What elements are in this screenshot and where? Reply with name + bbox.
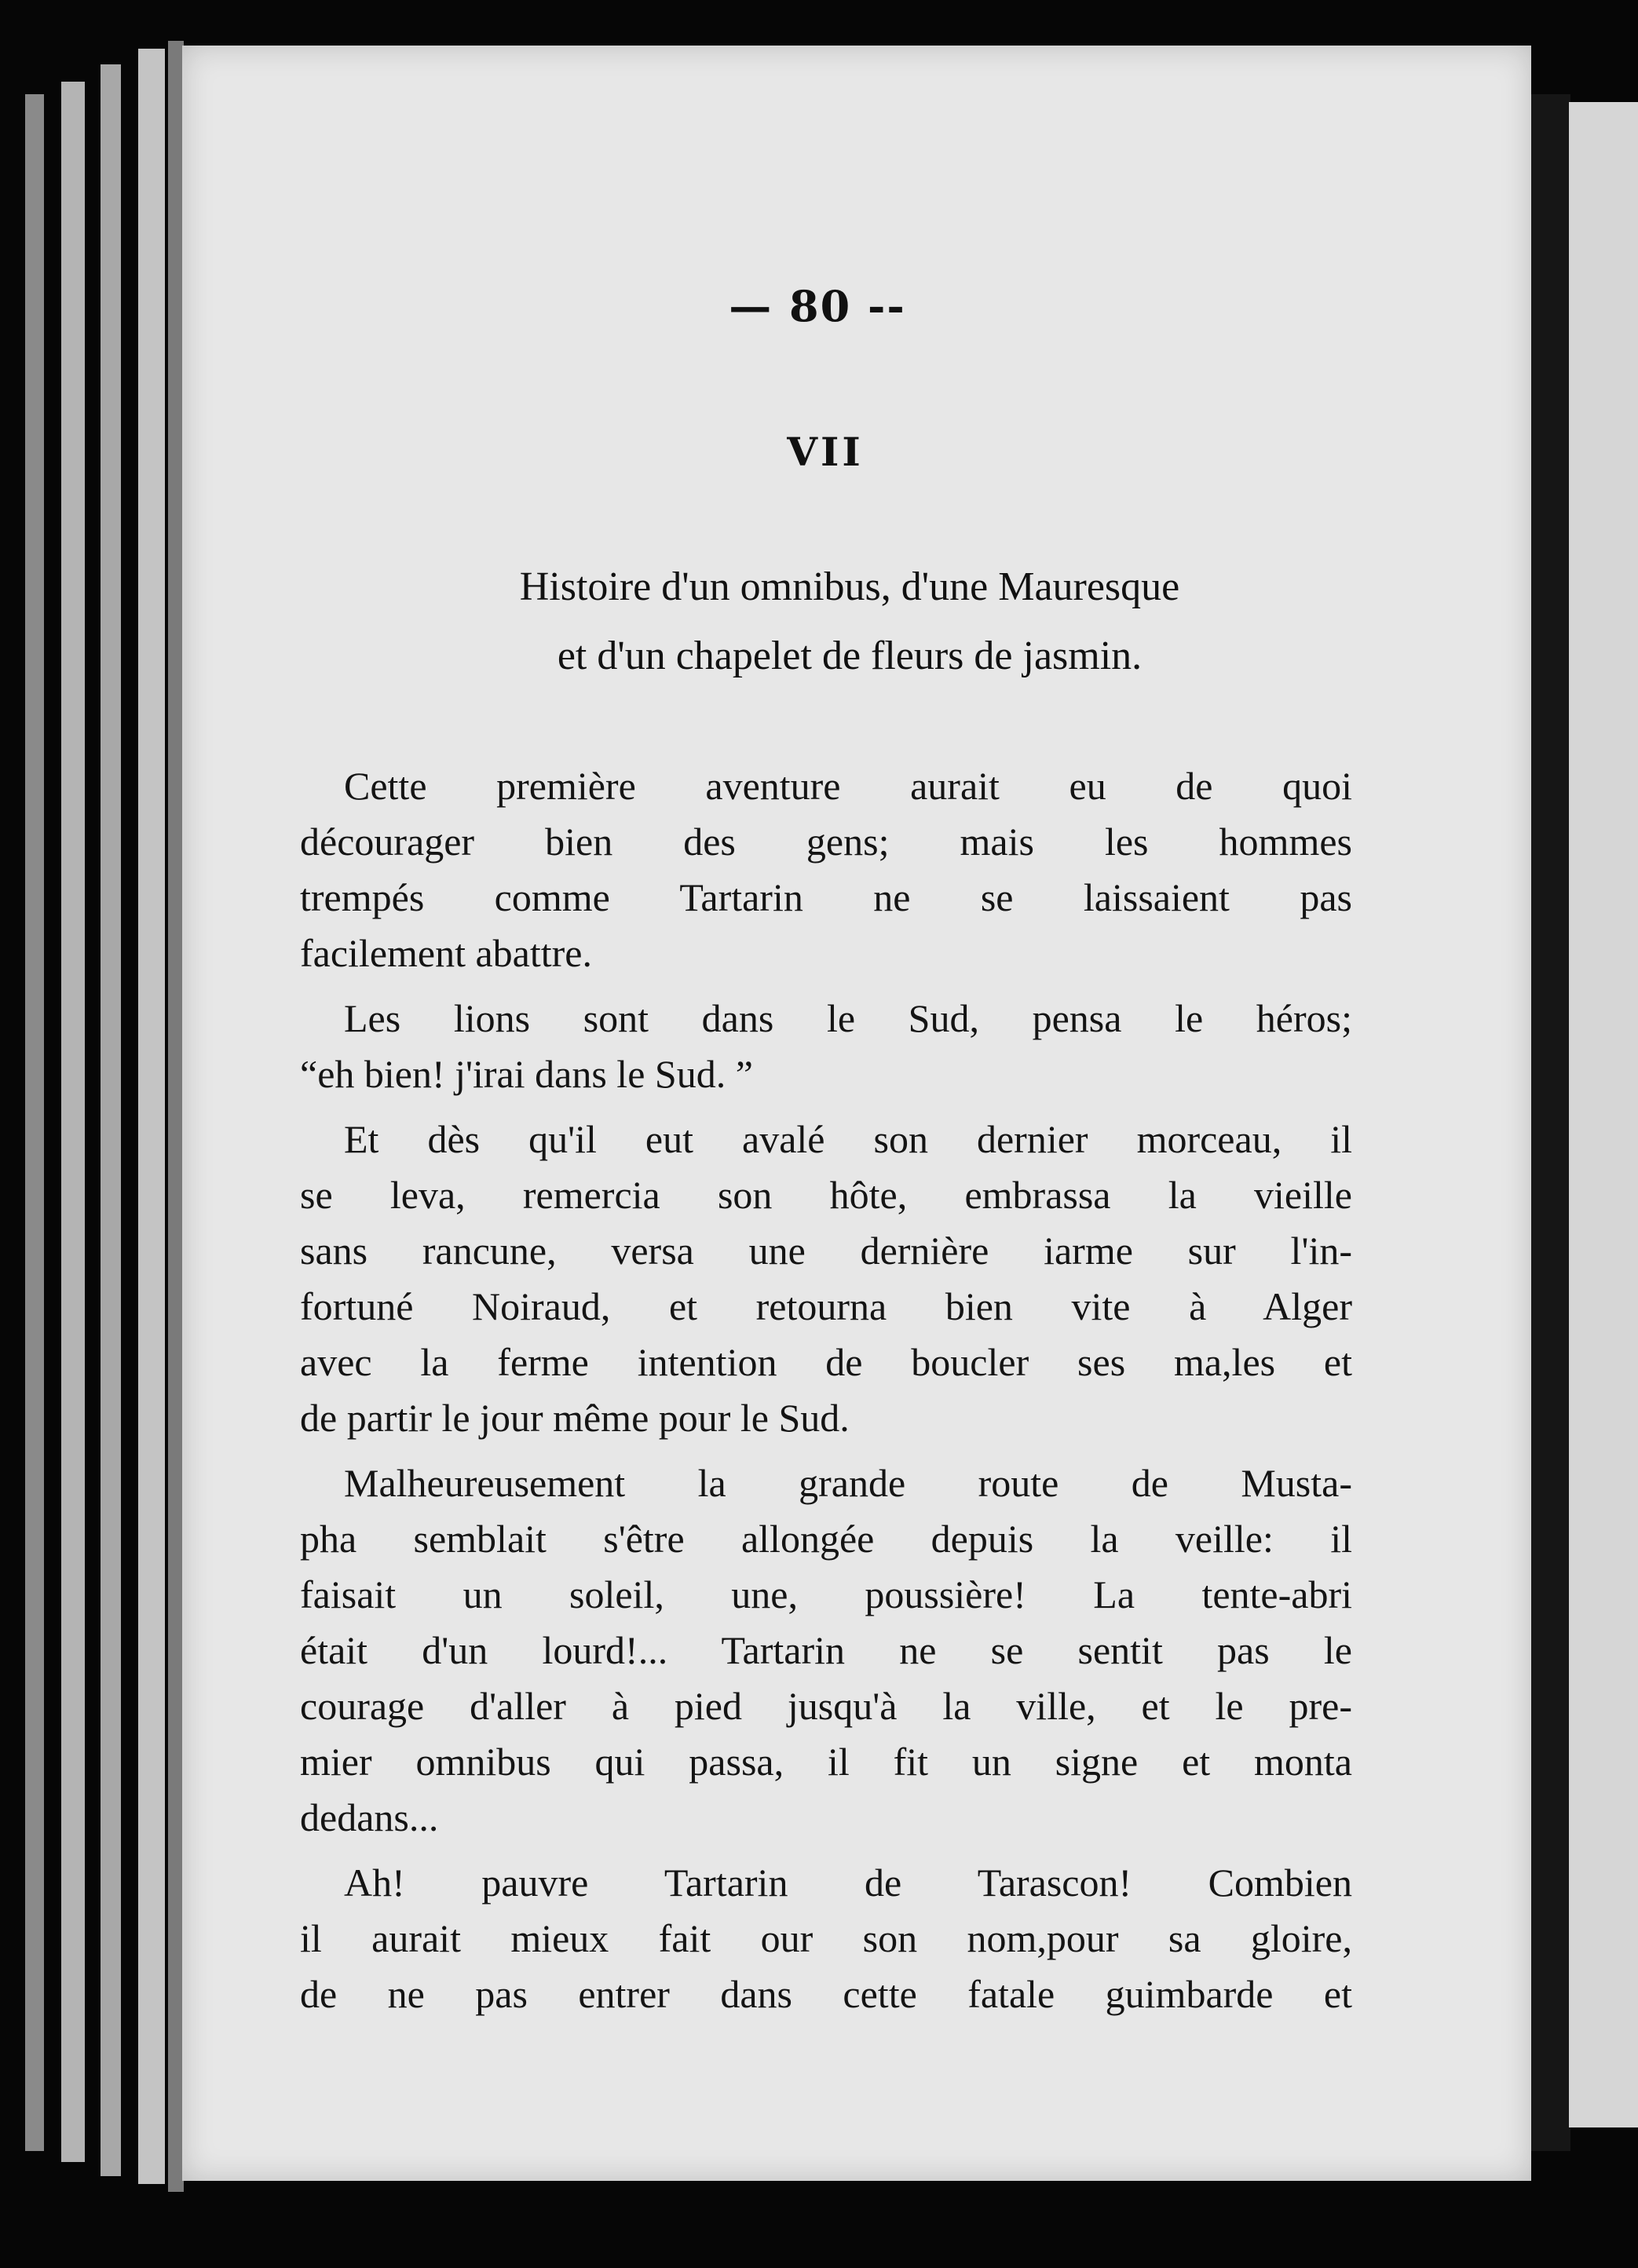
text-line: Malheureusement la grande route de Musta- [344,1461,1352,1505]
chapter-number: VII [787,429,864,475]
page-edge [25,94,44,2151]
text-line: de partir le jour même pour le Sud. [300,1396,850,1440]
text-line: était d'un lourd!... Tartarin ne se sentit pas le [300,1628,1352,1672]
facing-page-edge [1569,102,1638,2127]
page-number: — 80 -- [729,281,906,331]
text-line: facilement abattre. [300,931,592,975]
text-line: mier omnibus qui passa, il fit un signe et monta [300,1740,1352,1784]
text-line: de ne pas entrer dans cette fatale guimbarde et [300,1972,1352,2016]
text-line: avec la ferme intention de boucler ses ma,les et [300,1340,1352,1384]
text-line: se leva, remercia son hôte, embrassa la vieille [300,1173,1352,1217]
text-line: sans rancune, versa une dernière iarme sur l'in- [300,1229,1352,1273]
text-line: décourager bien des gens; mais les hommes [300,820,1352,864]
text-line: Cette première aventure aurait eu de quoi [344,764,1352,808]
paragraph [300,1855,1352,2022]
page-edge [138,49,165,2184]
text-line: Les lions sont dans le Sud, pensa le héros; [344,996,1352,1040]
page-edge [101,64,121,2176]
book-gutter [1530,94,1570,2151]
chapter-title-line: Histoire d'un omnibus, d'une Mauresque [519,564,1180,609]
text-line: faisait un soleil, une, poussière! La tente-abri [300,1572,1352,1616]
text-line: Ah! pauvre Tartarin de Tarascon! Combien [344,1861,1352,1905]
paragraph [300,991,1352,1102]
text-line: fortuné Noiraud, et retourna bien vite à Alger [300,1284,1352,1328]
page-edge-shadow [168,41,184,2192]
paragraph [300,758,1352,981]
paragraph [300,1455,1352,1846]
text-line: trempés comme Tartarin ne se laissaient pas [300,875,1352,919]
text-line: dedans... [300,1795,439,1839]
text-line: “eh bien! j'irai dans le Sud. ” [300,1052,753,1096]
text-line: il aurait mieux fait our son nom,pour sa gloire, [300,1916,1352,1960]
text-line: courage d'aller à pied jusqu'à la ville, et le pre- [300,1684,1352,1728]
chapter-title-line: et d'un chapelet de fleurs de jasmin. [557,634,1143,678]
chapter-title [378,553,1321,691]
paragraph [300,1112,1352,1446]
text-line: pha semblait s'être allongée depuis la veille: il [300,1517,1352,1561]
body-text [300,758,1352,2032]
page-edge [61,82,85,2162]
book-page [182,46,1531,2181]
text-line: Et dès qu'il eut avalé son dernier morceau, il [344,1117,1352,1161]
